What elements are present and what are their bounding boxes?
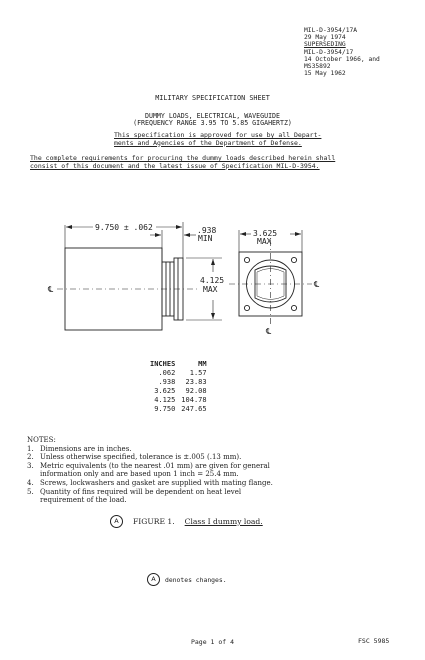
centerline-symbol-end: ℄ [314, 280, 320, 289]
note-number: 3. [27, 461, 34, 470]
inches-cell: 9.750 [154, 405, 176, 413]
width-dim-label: 3.625 [253, 229, 278, 238]
page-number: Page 1 of 4 [190, 638, 235, 646]
approval-line-2: ments and Agencies of the Department of Defense. [114, 138, 302, 147]
table-header-row [144, 360, 207, 369]
doc-number: MIL-D-3954/17A [304, 27, 358, 34]
flange-dim-sub: MIN [198, 234, 213, 243]
inches-cell: 3.625 [154, 387, 176, 395]
inches-cell: .938 [158, 378, 176, 386]
notes-heading: NOTES: [27, 436, 56, 444]
conversion-table [144, 360, 207, 414]
spec-title: DUMMY LOADS, ELECTRICAL, WAVEGUIDE [145, 112, 280, 120]
mm-cell: 104.78 [181, 396, 207, 404]
superseded-ms: MS35892 [304, 63, 331, 71]
sheet-title: MILITARY SPECIFICATION SHEET [155, 94, 270, 102]
requirements-line-1: The complete requirements for procuring the dummy loads described herein shall [30, 154, 336, 162]
superseded-date: 14 October 1966, and [304, 55, 380, 63]
change-marker-icon: A [147, 573, 160, 586]
inches-cell: .062 [158, 369, 176, 377]
table-row [144, 378, 207, 387]
centerline-symbol-bottom: ℄ [266, 327, 272, 336]
note-item [27, 488, 422, 505]
change-marker-icon: A [110, 515, 123, 528]
note-line: Metric equivalents (to the nearest .01 mm) are given for general [40, 461, 270, 470]
figure-caption [110, 515, 263, 528]
changes-note-text: denotes changes. [165, 575, 227, 584]
inches-cell: 4.125 [154, 396, 176, 404]
column-header-mm: MM [198, 360, 207, 368]
note-number: 2. [27, 453, 34, 462]
note-line: Quantity of fins required will be dependent on heat level [40, 487, 242, 496]
changes-note [147, 573, 227, 586]
spec-subtitle: (FREQUENCY RANGE 3.95 TO 5.85 GIGAHERTZ) [133, 119, 292, 127]
mm-cell: 23.83 [185, 378, 207, 386]
superseded-ms-date: 15 May 1962 [304, 70, 346, 78]
note-line: Dimensions are in inches. [40, 444, 132, 453]
note-item [27, 445, 422, 454]
note-item [27, 479, 422, 488]
note-line: Screws, lockwashers and gasket are supplied with mating flange. [40, 478, 273, 487]
mm-cell: 92.08 [185, 387, 207, 395]
notes-section [27, 436, 422, 505]
mm-cell: 247.65 [181, 405, 207, 413]
superseded-doc: MIL-D-3954/17 [304, 48, 354, 56]
height-dim-sub: MAX [203, 285, 218, 294]
figure-caption-text: Class I dummy load. [184, 517, 263, 526]
table-row [144, 369, 207, 378]
note-item [27, 453, 422, 462]
requirements-line-2: consist of this document and the latest issue of Specification MIL-D-3954. [30, 161, 320, 170]
table-row [144, 387, 207, 396]
column-header-inches: INCHES [150, 360, 176, 368]
width-dim-sub: MAX [257, 237, 272, 246]
height-dim-label: 4.125 [200, 276, 225, 285]
note-number: 4. [27, 478, 34, 487]
note-item [27, 462, 422, 479]
note-number: 1. [27, 444, 34, 453]
centerline-symbol-side: ℄ [48, 285, 54, 294]
table-row [144, 396, 207, 405]
note-number: 5. [27, 487, 34, 496]
length-dim-label: 9.750 ± .062 [95, 223, 153, 232]
note-line: requirement of the load. [40, 496, 127, 505]
figure-label: FIGURE 1. [133, 517, 175, 526]
mm-cell: 1.57 [189, 369, 207, 377]
flange-dim-label: .938 [197, 226, 217, 235]
fsc-code: FSC 5985 [358, 637, 390, 645]
superseding-label: SUPERSEDING [304, 41, 346, 49]
note-line: Unless otherwise specified, tolerance is ±.005 (.13 mm). [40, 453, 242, 462]
approval-line-1: This specification is approved for use by all Depart- [114, 131, 322, 139]
note-line: information only and are based upon 1 inch = 25.4 mm. [40, 470, 239, 479]
doc-date: 29 May 1974 [304, 34, 346, 42]
table-row [144, 405, 207, 414]
